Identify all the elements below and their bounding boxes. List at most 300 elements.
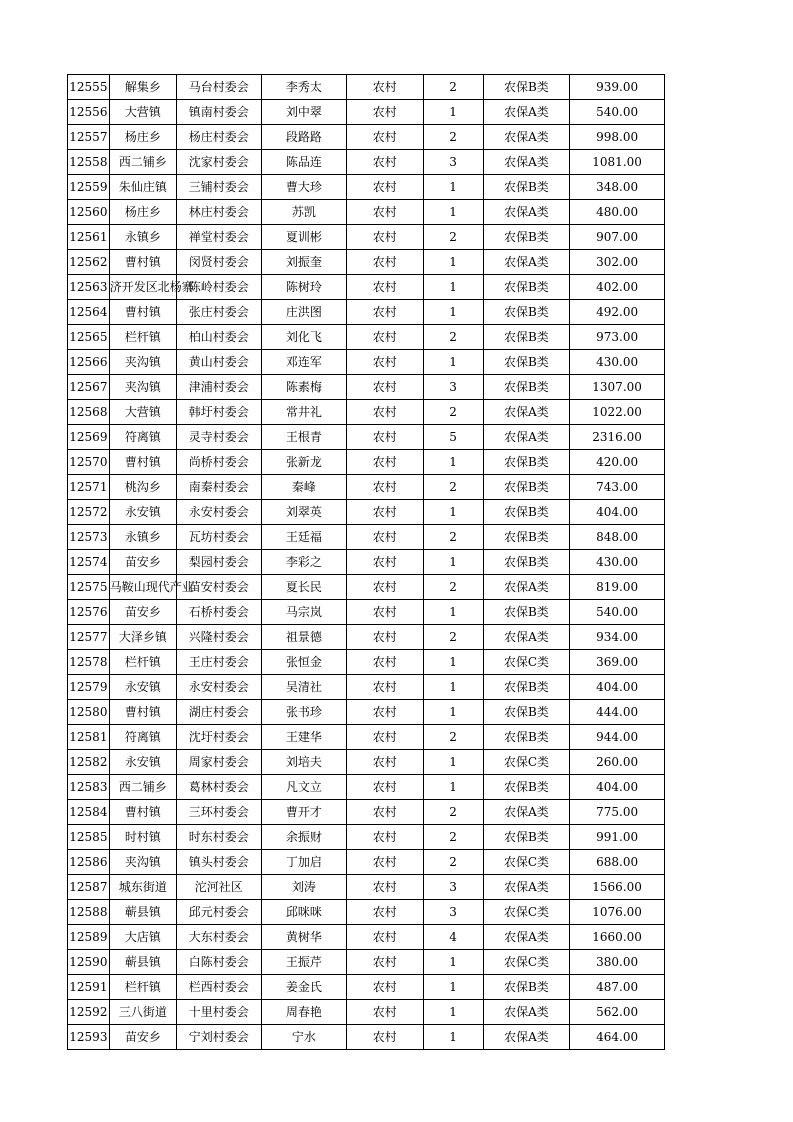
household-count-cell: 1 — [423, 275, 483, 300]
insurance-class-cell: 农保B类 — [483, 725, 570, 750]
row-id-cell: 12575 — [68, 575, 110, 600]
area-type-cell: 农村 — [347, 825, 423, 850]
person-name-cell: 刘化飞 — [261, 325, 347, 350]
row-id-cell: 12581 — [68, 725, 110, 750]
village-cell: 韩圩村委会 — [177, 400, 262, 425]
amount-cell: 402.00 — [570, 275, 665, 300]
village-cell: 石桥村委会 — [177, 600, 262, 625]
person-name-cell: 王廷福 — [261, 525, 347, 550]
person-name-cell: 王根青 — [261, 425, 347, 450]
township-cell: 大店镇 — [109, 925, 176, 950]
insurance-class-cell: 农保B类 — [483, 600, 570, 625]
household-count-cell: 2 — [423, 225, 483, 250]
person-name-cell: 陈树玲 — [261, 275, 347, 300]
household-count-cell: 1 — [423, 200, 483, 225]
township-cell: 曹村镇 — [109, 800, 176, 825]
row-id-cell: 12586 — [68, 850, 110, 875]
household-count-cell: 2 — [423, 800, 483, 825]
insurance-class-cell: 农保A类 — [483, 200, 570, 225]
row-id-cell: 12567 — [68, 375, 110, 400]
household-count-cell: 1 — [423, 775, 483, 800]
amount-cell: 369.00 — [570, 650, 665, 675]
person-name-cell: 马宗岚 — [261, 600, 347, 625]
row-id-cell: 12589 — [68, 925, 110, 950]
township-cell: 夹沟镇 — [109, 375, 176, 400]
township-cell: 解集乡 — [109, 75, 176, 100]
township-cell: 符离镇 — [109, 725, 176, 750]
village-cell: 梨园村委会 — [177, 550, 262, 575]
household-count-cell: 5 — [423, 425, 483, 450]
row-id-cell: 12564 — [68, 300, 110, 325]
row-id-cell: 12582 — [68, 750, 110, 775]
village-cell: 林庄村委会 — [177, 200, 262, 225]
household-count-cell: 3 — [423, 900, 483, 925]
person-name-cell: 丁加启 — [261, 850, 347, 875]
township-cell: 西二铺乡 — [109, 150, 176, 175]
area-type-cell: 农村 — [347, 625, 423, 650]
table-row — [68, 225, 665, 250]
insurance-class-cell: 农保C类 — [483, 950, 570, 975]
insurance-class-cell: 农保C类 — [483, 900, 570, 925]
village-cell: 三环村委会 — [177, 800, 262, 825]
amount-cell: 1022.00 — [570, 400, 665, 425]
insurance-class-cell: 农保B类 — [483, 825, 570, 850]
amount-cell: 444.00 — [570, 700, 665, 725]
area-type-cell: 农村 — [347, 1025, 423, 1050]
person-name-cell: 王建华 — [261, 725, 347, 750]
person-name-cell: 姜金氏 — [261, 975, 347, 1000]
area-type-cell: 农村 — [347, 225, 423, 250]
person-name-cell: 刘培夫 — [261, 750, 347, 775]
area-type-cell: 农村 — [347, 750, 423, 775]
person-name-cell: 张书珍 — [261, 700, 347, 725]
row-id-cell: 12570 — [68, 450, 110, 475]
area-type-cell: 农村 — [347, 775, 423, 800]
insurance-class-cell: 农保A类 — [483, 150, 570, 175]
area-type-cell: 农村 — [347, 875, 423, 900]
village-cell: 宁刘村委会 — [177, 1025, 262, 1050]
amount-cell: 688.00 — [570, 850, 665, 875]
area-type-cell: 农村 — [347, 400, 423, 425]
person-name-cell: 李秀太 — [261, 75, 347, 100]
township-cell: 杨庄乡 — [109, 200, 176, 225]
household-count-cell: 3 — [423, 375, 483, 400]
person-name-cell: 李彩之 — [261, 550, 347, 575]
row-id-cell: 12556 — [68, 100, 110, 125]
household-count-cell: 1 — [423, 350, 483, 375]
township-cell: 大营镇 — [109, 400, 176, 425]
table-row — [68, 150, 665, 175]
amount-cell: 540.00 — [570, 600, 665, 625]
person-name-cell: 夏长民 — [261, 575, 347, 600]
person-name-cell: 祖景德 — [261, 625, 347, 650]
person-name-cell: 陈素梅 — [261, 375, 347, 400]
village-cell: 禅堂村委会 — [177, 225, 262, 250]
amount-cell: 430.00 — [570, 550, 665, 575]
amount-cell: 991.00 — [570, 825, 665, 850]
insurance-class-cell: 农保A类 — [483, 625, 570, 650]
amount-cell: 973.00 — [570, 325, 665, 350]
household-count-cell: 2 — [423, 75, 483, 100]
area-type-cell: 农村 — [347, 900, 423, 925]
area-type-cell: 农村 — [347, 1000, 423, 1025]
area-type-cell: 农村 — [347, 925, 423, 950]
household-count-cell: 1 — [423, 100, 483, 125]
row-id-cell: 12573 — [68, 525, 110, 550]
person-name-cell: 常井礼 — [261, 400, 347, 425]
insurance-class-cell: 农保B类 — [483, 350, 570, 375]
township-cell: 符离镇 — [109, 425, 176, 450]
table-row — [68, 375, 665, 400]
amount-cell: 1307.00 — [570, 375, 665, 400]
area-type-cell: 农村 — [347, 75, 423, 100]
table-row — [68, 400, 665, 425]
township-cell: 杨庄乡 — [109, 125, 176, 150]
village-cell: 沈家村委会 — [177, 150, 262, 175]
household-count-cell: 2 — [423, 575, 483, 600]
insurance-class-cell: 农保A类 — [483, 875, 570, 900]
amount-cell: 848.00 — [570, 525, 665, 550]
township-cell: 城东街道 — [109, 875, 176, 900]
row-id-cell: 12590 — [68, 950, 110, 975]
township-cell: 时村镇 — [109, 825, 176, 850]
table-row — [68, 550, 665, 575]
amount-cell: 944.00 — [570, 725, 665, 750]
row-id-cell: 12587 — [68, 875, 110, 900]
household-count-cell: 1 — [423, 700, 483, 725]
row-id-cell: 12583 — [68, 775, 110, 800]
township-cell: 桃沟乡 — [109, 475, 176, 500]
row-id-cell: 12585 — [68, 825, 110, 850]
township-cell: 苗安乡 — [109, 600, 176, 625]
table-row — [68, 275, 665, 300]
row-id-cell: 12591 — [68, 975, 110, 1000]
row-id-cell: 12578 — [68, 650, 110, 675]
area-type-cell: 农村 — [347, 575, 423, 600]
table-row — [68, 1000, 665, 1025]
amount-cell: 998.00 — [570, 125, 665, 150]
insurance-class-cell: 农保B类 — [483, 75, 570, 100]
area-type-cell: 农村 — [347, 200, 423, 225]
amount-cell: 1660.00 — [570, 925, 665, 950]
table-row — [68, 600, 665, 625]
village-cell: 王庄村委会 — [177, 650, 262, 675]
row-id-cell: 12566 — [68, 350, 110, 375]
village-cell: 尚桥村委会 — [177, 450, 262, 475]
area-type-cell: 农村 — [347, 175, 423, 200]
village-cell: 葛林村委会 — [177, 775, 262, 800]
household-count-cell: 1 — [423, 500, 483, 525]
table-row — [68, 900, 665, 925]
person-name-cell: 王振芹 — [261, 950, 347, 975]
person-name-cell: 黄树华 — [261, 925, 347, 950]
person-name-cell: 邓连军 — [261, 350, 347, 375]
insurance-class-cell: 农保B类 — [483, 475, 570, 500]
insurance-class-cell: 农保A类 — [483, 800, 570, 825]
area-type-cell: 农村 — [347, 300, 423, 325]
table-row — [68, 800, 665, 825]
table-body — [68, 75, 665, 1050]
amount-cell: 420.00 — [570, 450, 665, 475]
person-name-cell: 段路路 — [261, 125, 347, 150]
household-count-cell: 1 — [423, 750, 483, 775]
insurance-class-cell: 农保B类 — [483, 325, 570, 350]
village-cell: 津浦村委会 — [177, 375, 262, 400]
row-id-cell: 12577 — [68, 625, 110, 650]
insurance-class-cell: 农保B类 — [483, 175, 570, 200]
insurance-class-cell: 农保A类 — [483, 400, 570, 425]
township-cell: 大泽乡镇 — [109, 625, 176, 650]
household-count-cell: 1 — [423, 650, 483, 675]
household-count-cell: 2 — [423, 725, 483, 750]
row-id-cell: 12592 — [68, 1000, 110, 1025]
household-count-cell: 2 — [423, 125, 483, 150]
person-name-cell: 秦峰 — [261, 475, 347, 500]
village-cell: 兴隆村委会 — [177, 625, 262, 650]
table-row — [68, 1025, 665, 1050]
township-cell: 朱仙庄镇 — [109, 175, 176, 200]
insurance-class-cell: 农保A类 — [483, 925, 570, 950]
amount-cell: 540.00 — [570, 100, 665, 125]
insurance-class-cell: 农保B类 — [483, 550, 570, 575]
area-type-cell: 农村 — [347, 125, 423, 150]
village-cell: 永安村委会 — [177, 675, 262, 700]
area-type-cell: 农村 — [347, 725, 423, 750]
township-cell: 曹村镇 — [109, 450, 176, 475]
person-name-cell: 陈品连 — [261, 150, 347, 175]
person-name-cell: 张恒金 — [261, 650, 347, 675]
household-count-cell: 2 — [423, 625, 483, 650]
person-name-cell: 苏凯 — [261, 200, 347, 225]
village-cell: 邱元村委会 — [177, 900, 262, 925]
insurance-class-cell: 农保B类 — [483, 525, 570, 550]
insurance-class-cell: 农保C类 — [483, 650, 570, 675]
insurance-class-cell: 农保B类 — [483, 275, 570, 300]
township-cell: 栏杆镇 — [109, 975, 176, 1000]
row-id-cell: 12555 — [68, 75, 110, 100]
area-type-cell: 农村 — [347, 250, 423, 275]
household-count-cell: 2 — [423, 525, 483, 550]
household-count-cell: 1 — [423, 550, 483, 575]
insurance-class-cell: 农保C类 — [483, 750, 570, 775]
table-row — [68, 825, 665, 850]
village-cell: 镇南村委会 — [177, 100, 262, 125]
area-type-cell: 农村 — [347, 150, 423, 175]
table-row — [68, 125, 665, 150]
household-count-cell: 3 — [423, 875, 483, 900]
household-count-cell: 2 — [423, 825, 483, 850]
amount-cell: 1566.00 — [570, 875, 665, 900]
row-id-cell: 12560 — [68, 200, 110, 225]
village-cell: 湖庄村委会 — [177, 700, 262, 725]
insurance-class-cell: 农保B类 — [483, 225, 570, 250]
household-count-cell: 1 — [423, 300, 483, 325]
area-type-cell: 农村 — [347, 325, 423, 350]
table-row — [68, 175, 665, 200]
insurance-class-cell: 农保B类 — [483, 975, 570, 1000]
village-cell: 时东村委会 — [177, 825, 262, 850]
row-id-cell: 12574 — [68, 550, 110, 575]
amount-cell: 464.00 — [570, 1025, 665, 1050]
table-row — [68, 975, 665, 1000]
person-name-cell: 刘翠英 — [261, 500, 347, 525]
village-cell: 柏山村委会 — [177, 325, 262, 350]
table-row — [68, 700, 665, 725]
village-cell: 三铺村委会 — [177, 175, 262, 200]
table-row — [68, 425, 665, 450]
area-type-cell: 农村 — [347, 850, 423, 875]
village-cell: 陈岭村委会 — [177, 275, 262, 300]
insurance-class-cell: 农保B类 — [483, 775, 570, 800]
township-cell: 永镇乡 — [109, 225, 176, 250]
village-cell: 马台村委会 — [177, 75, 262, 100]
amount-cell: 348.00 — [570, 175, 665, 200]
township-cell: 永安镇 — [109, 675, 176, 700]
township-cell: 济开发区北杨寨 — [109, 275, 176, 300]
insurance-class-cell: 农保A类 — [483, 1025, 570, 1050]
insurance-class-cell: 农保B类 — [483, 675, 570, 700]
insurance-class-cell: 农保A类 — [483, 1000, 570, 1025]
insurance-class-cell: 农保B类 — [483, 500, 570, 525]
insurance-class-cell: 农保B类 — [483, 375, 570, 400]
township-cell: 曹村镇 — [109, 300, 176, 325]
table-row — [68, 650, 665, 675]
amount-cell: 819.00 — [570, 575, 665, 600]
village-cell: 闵贤村委会 — [177, 250, 262, 275]
area-type-cell: 农村 — [347, 675, 423, 700]
person-name-cell: 刘振奎 — [261, 250, 347, 275]
village-cell: 镇头村委会 — [177, 850, 262, 875]
village-cell: 张庄村委会 — [177, 300, 262, 325]
table-row — [68, 100, 665, 125]
person-name-cell: 曹大珍 — [261, 175, 347, 200]
table-row — [68, 675, 665, 700]
row-id-cell: 12593 — [68, 1025, 110, 1050]
table-row — [68, 450, 665, 475]
table-row — [68, 300, 665, 325]
table-row — [68, 750, 665, 775]
person-name-cell: 刘中翠 — [261, 100, 347, 125]
township-cell: 栏杆镇 — [109, 325, 176, 350]
insurance-class-cell: 农保A类 — [483, 575, 570, 600]
row-id-cell: 12571 — [68, 475, 110, 500]
village-cell: 永安村委会 — [177, 500, 262, 525]
village-cell: 南秦村委会 — [177, 475, 262, 500]
household-count-cell: 1 — [423, 950, 483, 975]
row-id-cell: 12568 — [68, 400, 110, 425]
insurance-class-cell: 农保B类 — [483, 450, 570, 475]
township-cell: 蕲县镇 — [109, 950, 176, 975]
village-cell: 黄山村委会 — [177, 350, 262, 375]
village-cell: 杨庄村委会 — [177, 125, 262, 150]
township-cell: 夹沟镇 — [109, 350, 176, 375]
data-table — [67, 74, 665, 1050]
area-type-cell: 农村 — [347, 475, 423, 500]
table-row — [68, 850, 665, 875]
person-name-cell: 宁水 — [261, 1025, 347, 1050]
amount-cell: 562.00 — [570, 1000, 665, 1025]
table-row — [68, 575, 665, 600]
amount-cell: 939.00 — [570, 75, 665, 100]
row-id-cell: 12562 — [68, 250, 110, 275]
row-id-cell: 12563 — [68, 275, 110, 300]
row-id-cell: 12559 — [68, 175, 110, 200]
area-type-cell: 农村 — [347, 500, 423, 525]
person-name-cell: 余振财 — [261, 825, 347, 850]
township-cell: 苗安乡 — [109, 1025, 176, 1050]
insurance-class-cell: 农保A类 — [483, 100, 570, 125]
area-type-cell: 农村 — [347, 425, 423, 450]
person-name-cell: 夏训彬 — [261, 225, 347, 250]
township-cell: 蕲县镇 — [109, 900, 176, 925]
insurance-class-cell: 农保A类 — [483, 425, 570, 450]
amount-cell: 934.00 — [570, 625, 665, 650]
insurance-class-cell: 农保C类 — [483, 850, 570, 875]
table-row — [68, 500, 665, 525]
table-row — [68, 325, 665, 350]
amount-cell: 743.00 — [570, 475, 665, 500]
village-cell: 灵寺村委会 — [177, 425, 262, 450]
village-cell: 周家村委会 — [177, 750, 262, 775]
area-type-cell: 农村 — [347, 375, 423, 400]
table-row — [68, 200, 665, 225]
area-type-cell: 农村 — [347, 550, 423, 575]
row-id-cell: 12558 — [68, 150, 110, 175]
table-row — [68, 525, 665, 550]
table-row — [68, 625, 665, 650]
household-count-cell: 2 — [423, 400, 483, 425]
household-count-cell: 1 — [423, 175, 483, 200]
township-cell: 苗安乡 — [109, 550, 176, 575]
table-row — [68, 725, 665, 750]
amount-cell: 2316.00 — [570, 425, 665, 450]
amount-cell: 487.00 — [570, 975, 665, 1000]
township-cell: 三八街道 — [109, 1000, 176, 1025]
household-count-cell: 3 — [423, 150, 483, 175]
person-name-cell: 张新龙 — [261, 450, 347, 475]
area-type-cell: 农村 — [347, 525, 423, 550]
person-name-cell: 庄洪图 — [261, 300, 347, 325]
insurance-class-cell: 农保A类 — [483, 250, 570, 275]
amount-cell: 404.00 — [570, 775, 665, 800]
amount-cell: 775.00 — [570, 800, 665, 825]
village-cell: 白陈村委会 — [177, 950, 262, 975]
row-id-cell: 12569 — [68, 425, 110, 450]
household-count-cell: 1 — [423, 250, 483, 275]
household-count-cell: 1 — [423, 450, 483, 475]
household-count-cell: 1 — [423, 1025, 483, 1050]
row-id-cell: 12588 — [68, 900, 110, 925]
amount-cell: 480.00 — [570, 200, 665, 225]
person-name-cell: 周春艳 — [261, 1000, 347, 1025]
amount-cell: 1081.00 — [570, 150, 665, 175]
amount-cell: 380.00 — [570, 950, 665, 975]
household-count-cell: 1 — [423, 1000, 483, 1025]
amount-cell: 492.00 — [570, 300, 665, 325]
village-cell: 十里村委会 — [177, 1000, 262, 1025]
row-id-cell: 12557 — [68, 125, 110, 150]
area-type-cell: 农村 — [347, 450, 423, 475]
area-type-cell: 农村 — [347, 650, 423, 675]
township-cell: 永安镇 — [109, 500, 176, 525]
person-name-cell: 刘涛 — [261, 875, 347, 900]
township-cell: 马鞍山现代产业 — [109, 575, 176, 600]
village-cell: 大东村委会 — [177, 925, 262, 950]
amount-cell: 404.00 — [570, 675, 665, 700]
table-row — [68, 250, 665, 275]
area-type-cell: 农村 — [347, 700, 423, 725]
table-row — [68, 475, 665, 500]
